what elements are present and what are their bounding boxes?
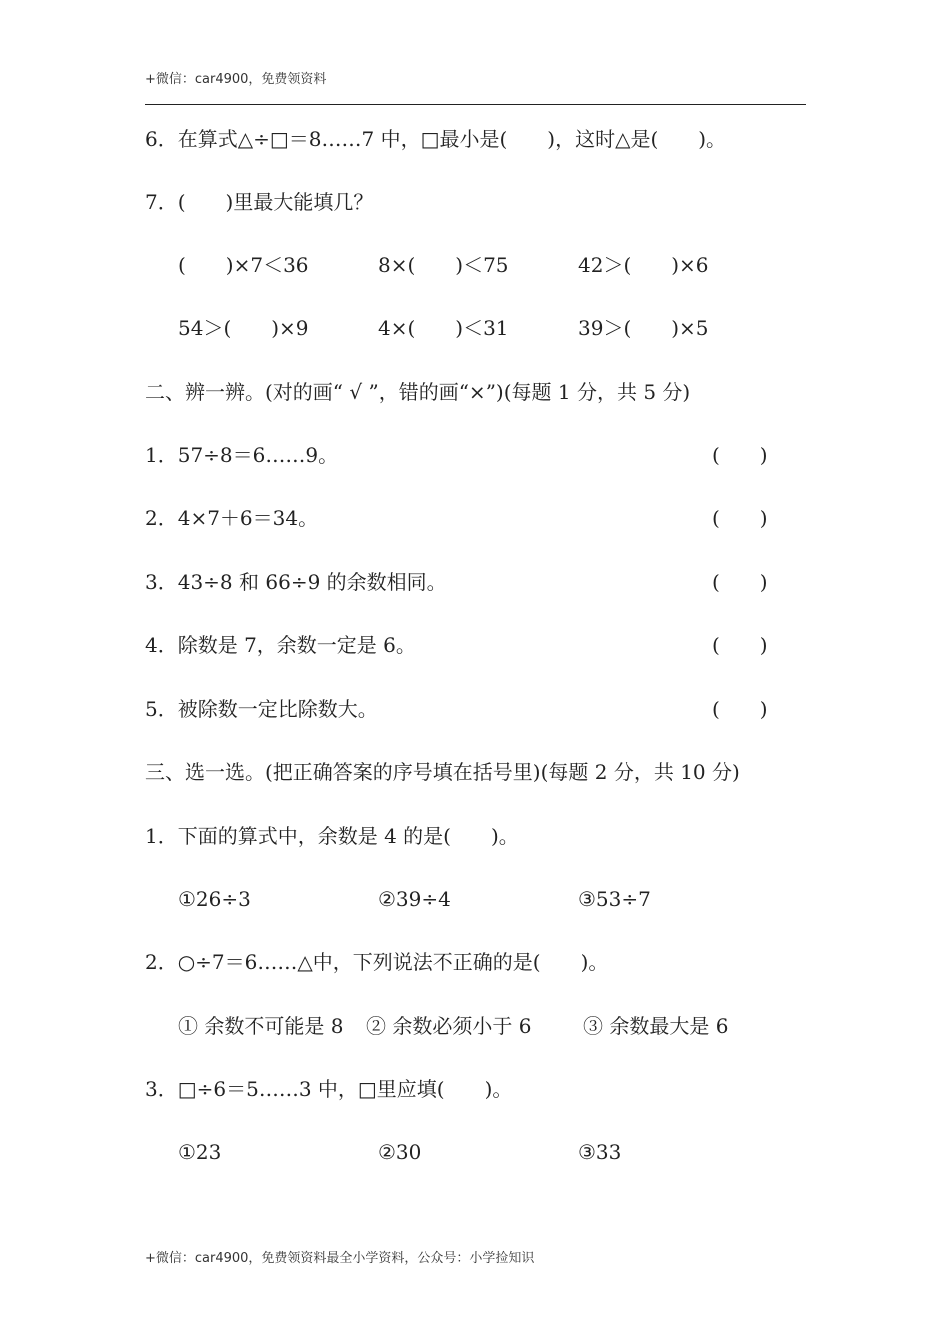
section-3-title: 三、选一选。(把正确答案的序号填在括号里)(每题 2 分，共 10 分): [145, 760, 740, 784]
q7-item: 4×( )＜31: [378, 316, 509, 340]
question-7-stem: 7．( )里最大能填几？: [145, 190, 374, 214]
footer-note: +微信：car4900，免费领资料最全小学资料，公众号：小学捡知识: [145, 1251, 535, 1266]
question-6: 6．在算式△÷□＝8……7 中，□最小是( )，这时△是( )。: [145, 127, 727, 151]
answer-blank: ( ): [712, 697, 768, 721]
q7-item: 54＞( )×9: [178, 316, 309, 340]
judge-item: 4．除数是 7，余数一定是 6。: [145, 633, 416, 657]
header-divider: [145, 104, 806, 105]
choice-option: ③33: [578, 1140, 622, 1164]
choice-option: ② 余数必须小于 6: [366, 1014, 532, 1038]
answer-blank: ( ): [712, 570, 768, 594]
choice-question-3: 3．□÷6＝5……3 中，□里应填( )。: [145, 1077, 513, 1101]
judge-item: 3．43÷8 和 66÷9 的余数相同。: [145, 570, 447, 594]
q7-item: 42＞( )×6: [578, 253, 709, 277]
choice-option: ③ 余数最大是 6: [583, 1014, 729, 1038]
judge-item: 2．4×7＋6＝34。: [145, 506, 319, 530]
judge-item: 5．被除数一定比除数大。: [145, 697, 378, 721]
answer-blank: ( ): [712, 443, 768, 467]
choice-option: ③53÷7: [578, 887, 651, 911]
answer-blank: ( ): [712, 506, 768, 530]
q7-item: 39＞( )×5: [578, 316, 709, 340]
choice-question-1: 1．下面的算式中，余数是 4 的是( )。: [145, 824, 519, 848]
choice-option: ① 余数不可能是 8: [178, 1014, 344, 1038]
judge-item: 1．57÷8＝6……9。: [145, 443, 339, 467]
choice-option: ①23: [178, 1140, 222, 1164]
choice-option: ②39÷4: [378, 887, 451, 911]
q7-item: ( )×7＜36: [178, 253, 309, 277]
choice-option: ②30: [378, 1140, 422, 1164]
answer-blank: ( ): [712, 633, 768, 657]
choice-question-2: 2．○÷7＝6……△中，下列说法不正确的是( )。: [145, 950, 609, 974]
q7-item: 8×( )＜75: [378, 253, 509, 277]
section-2-title: 二、辨一辨。(对的画“ √ ”，错的画“×”)(每题 1 分，共 5 分): [145, 380, 691, 404]
header-note: +微信：car4900，免费领资料: [145, 72, 327, 87]
choice-option: ①26÷3: [178, 887, 251, 911]
